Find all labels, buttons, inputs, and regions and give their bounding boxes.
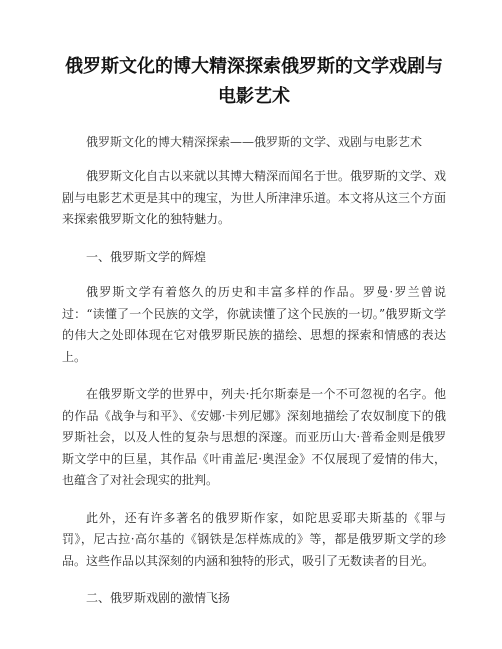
literature-paragraph-3: 此外，还有许多著名的俄罗斯作家，如陀思妥耶夫斯基的《罪与罚》，尼古拉·高尔基的《钢铁是怎样炼成的》等，都是俄罗斯文学的珍品。这些作品以其深刻的内涵和独特的形式，吸引了无数读者的目光。 xyxy=(62,510,446,568)
section-heading-drama: 二、俄罗斯戏剧的激情飞扬 xyxy=(86,591,231,605)
intro-paragraph: 俄罗斯文化自古以来就以其博大精深而闻名于世。俄罗斯的文学、戏剧与电影艺术更是其中的瑰宝，为世人所津津乐道。本文将从这三个方面来探索俄罗斯文化的独特魅力。 xyxy=(62,169,447,226)
spacer xyxy=(62,492,446,508)
literature-paragraph-1: 俄罗斯文学有着悠久的历史和丰富多样的作品。罗曼·罗兰曾说过：“读懂了一个民族的文学，你就读懂了这个民族的一切。”俄罗斯文学的伟大之处即体现在它对俄罗斯民族的描绘、思想的探索和情感的表达上。 xyxy=(62,285,446,364)
spacer xyxy=(62,268,446,282)
spacer xyxy=(62,368,446,384)
literature-paragraph-2: 在俄罗斯文学的世界中，列夫·托尔斯泰是一个不可忽视的名字。他的作品《战争与和平》、《安娜·卡列尼娜》深刻地描绘了农奴制度下的俄罗斯社会，以及人性的复杂与思想的深邃。而亚历山大·普希金则是俄罗斯文学中的巨星，其作品《叶甫盖尼·奥涅金》不仅展现了爱情的伟大，也蕴含了对社会现实的批判。 xyxy=(62,387,446,487)
spacer xyxy=(62,152,446,166)
document-subtitle: 俄罗斯文化的博大精深探索——俄罗斯的文学、戏剧与电影艺术 xyxy=(85,135,422,149)
document-title: 俄罗斯文化的博大精深探索俄罗斯的文学戏剧与电影艺术 xyxy=(65,56,443,107)
spacer xyxy=(62,231,446,247)
spacer xyxy=(62,572,446,588)
section-heading-literature: 一、俄罗斯文学的辉煌 xyxy=(86,249,207,264)
